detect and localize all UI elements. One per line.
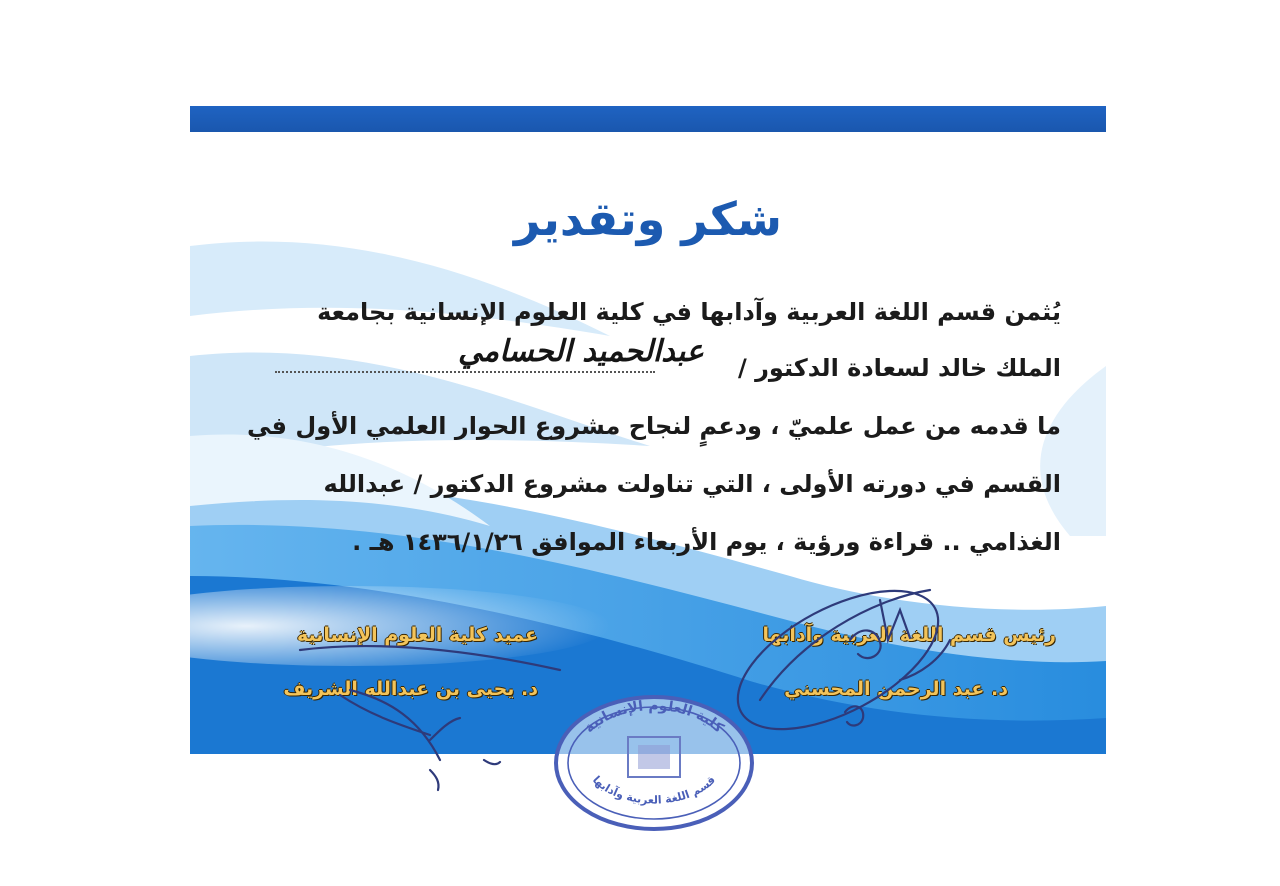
left-signatory-name: د. يحيى بن عبدالله الشريف [283, 678, 538, 700]
left-signatory-role: عميد كلية العلوم الإنسانية [296, 624, 538, 646]
honoree-handwritten-name: عبدالحميد الحسامي [458, 334, 704, 369]
right-signatory-name: د. عبد الرحمن المحسني [784, 678, 1008, 700]
body-line-2: الملك خالد لسعادة الدكتور / [737, 354, 1061, 382]
body-line-3: ما قدمه من عمل علميّ ، ودعمٍ لنجاح مشروع الحوار العلمي الأول في [247, 412, 1061, 440]
certificate-title: شكر وتقدير [513, 192, 783, 246]
body-line-4: القسم في دورته الأولى ، التي تناولت مشروع الدكتور / عبدالله [323, 470, 1061, 498]
body-line-5: الغذامي .. قراءة ورؤية ، يوم الأربعاء الموافق ١٤٣٦/١/٢٦ هـ . [352, 528, 1061, 556]
right-handwritten-signature [716, 562, 959, 757]
stamp-inner-text: قسم اللغة العربية وآدابها [589, 773, 718, 807]
body-line-1: يُثمن قسم اللغة العربية وآدابها في كلية العلوم الإنسانية بجامعة [317, 298, 1061, 326]
stamp-outer-text: كلية العلوم الإنسانية [581, 698, 727, 737]
right-signatory-role: رئيس قسم اللغة العربية وآدابها [762, 624, 1056, 646]
left-handwritten-signature [300, 646, 560, 790]
official-stamp [556, 697, 752, 829]
